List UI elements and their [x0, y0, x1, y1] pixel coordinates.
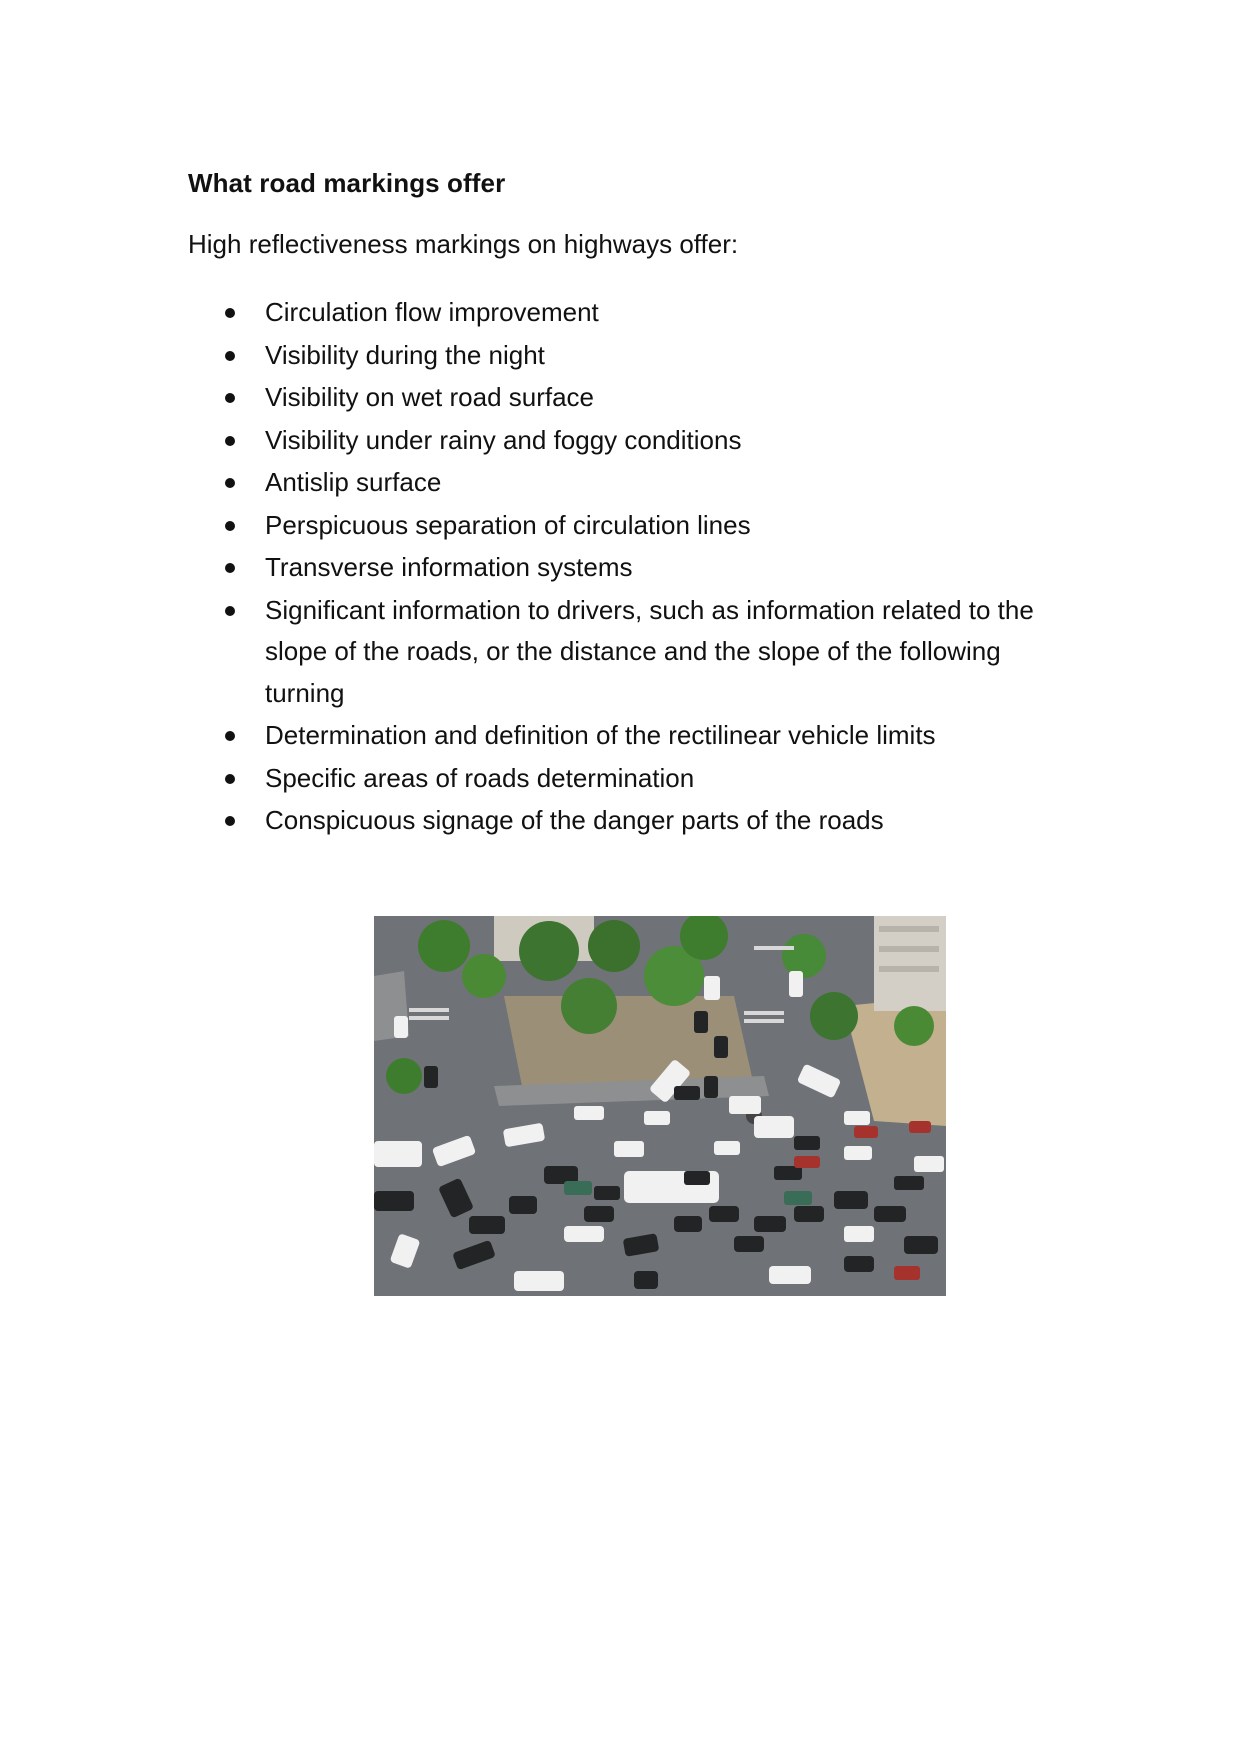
- traffic-intersection-photo-icon: [374, 916, 946, 1296]
- list-item-text: Significant information to drivers, such as information related to the slope of the roads, or the distance and the slope of the following turning: [265, 594, 1034, 708]
- list-item: [225, 758, 1085, 800]
- list-item-text: Antislip surface: [265, 467, 442, 497]
- list-item: [225, 715, 1085, 757]
- benefits-list: [225, 292, 1085, 843]
- bullet-icon: [225, 774, 235, 784]
- list-item-text: Specific areas of roads determination: [265, 762, 695, 793]
- bullet-icon: [225, 478, 235, 488]
- list-item-text: Visibility on wet road surface: [265, 382, 595, 412]
- list-item-text: Determination and definition of the rectilinear vehicle limits: [265, 720, 936, 750]
- bullet-icon: [225, 308, 235, 318]
- list-item-text: Perspicuous separation of circulation lines: [265, 509, 751, 540]
- bullet-icon: [225, 563, 235, 573]
- bullet-icon: [225, 521, 235, 531]
- bullet-icon: [225, 436, 235, 446]
- list-item: [225, 292, 1085, 334]
- list-item: [225, 547, 1085, 589]
- list-item: [225, 800, 1085, 842]
- page-title: What road markings offer: [188, 168, 506, 198]
- intro-paragraph: High reflectiveness markings on highways offer:: [188, 229, 739, 259]
- list-item-text: Visibility under rainy and foggy conditions: [265, 424, 742, 455]
- list-item-text: Visibility during the night: [265, 339, 545, 370]
- list-item: [225, 590, 1085, 715]
- list-item: [225, 505, 1085, 547]
- bullet-icon: [225, 351, 235, 361]
- bullet-icon: [225, 606, 235, 616]
- list-item: [225, 335, 1085, 377]
- list-item: [225, 377, 1085, 419]
- list-item-text: Circulation flow improvement: [265, 297, 599, 327]
- traffic-intersection-photo: [374, 916, 946, 1296]
- bullet-icon: [225, 816, 235, 826]
- list-item: [225, 462, 1085, 504]
- list-item-text: Conspicuous signage of the danger parts of the roads: [265, 805, 884, 835]
- bullet-icon: [225, 393, 235, 403]
- list-item-text: Transverse information systems: [265, 552, 633, 582]
- list-item: [225, 420, 1085, 462]
- bullet-icon: [225, 731, 235, 741]
